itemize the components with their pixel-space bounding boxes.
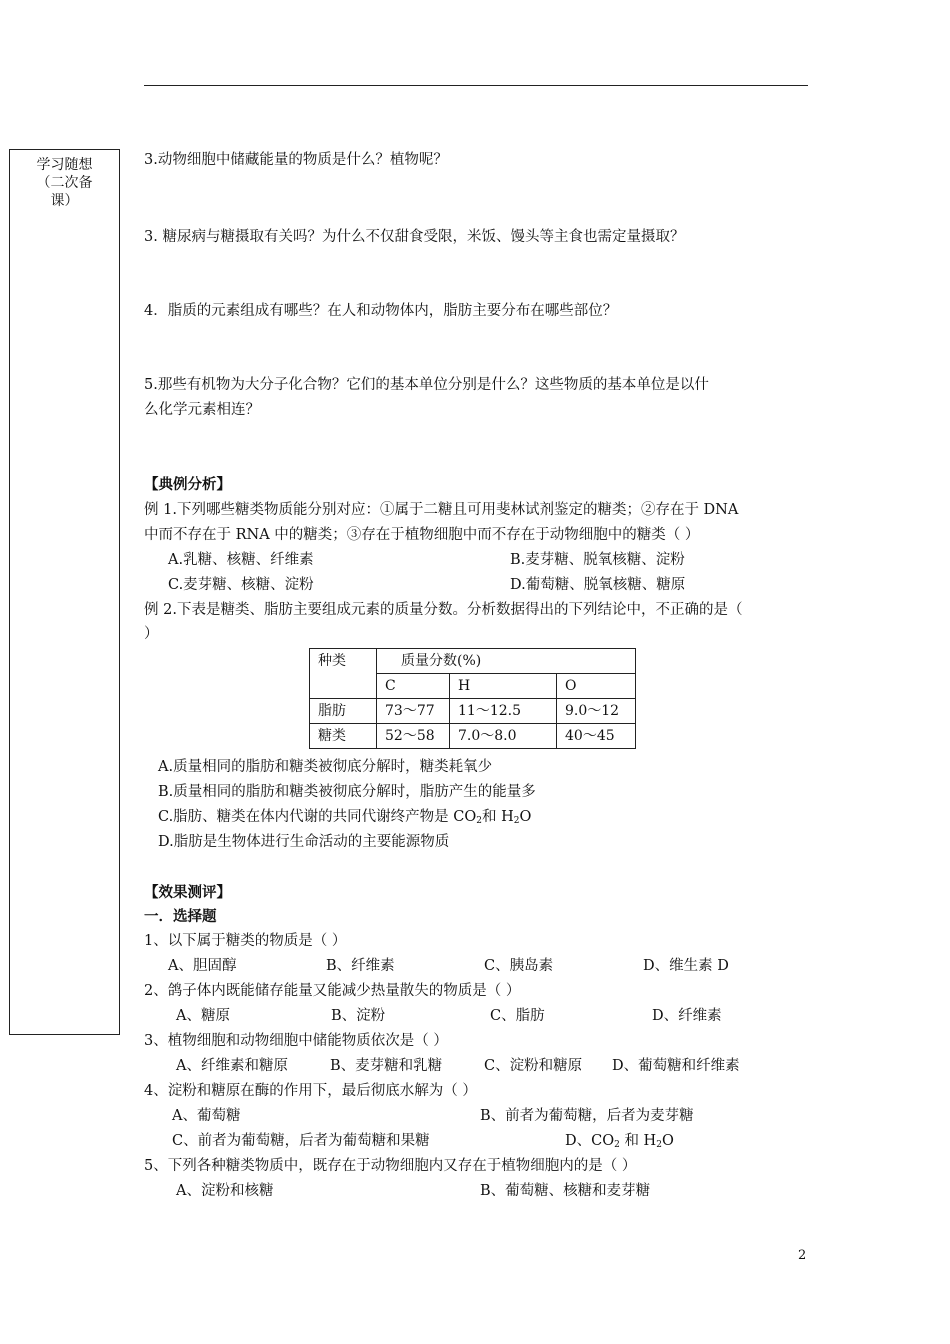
question-4: 4．脂质的元素组成有哪些？在人和动物体内，脂肪主要分布在哪些部位？ [144, 303, 618, 319]
option-c-text: C.脂肪、糖类在体内代谢的共同代谢终产物是 CO [158, 809, 477, 825]
test-q2-option-d: D、纤维素 [652, 1008, 722, 1024]
test-q1-stem: 1、以下属于糖类的物质是（ ） [144, 933, 347, 949]
test-q4-option-c: C、前者为葡萄糖，后者为葡萄糖和果糖 [172, 1133, 430, 1149]
test-q1-option-a: A、胆固醇 [168, 958, 237, 974]
table-header-h: H [450, 674, 557, 699]
example-2-option-b: B.质量相同的脂肪和糖类被彻底分解时，脂肪产生的能量多 [158, 784, 536, 800]
header-rule [144, 85, 808, 86]
subscript: 2 [614, 1140, 620, 1150]
example-1-line-2: 中而不存在于 RNA 中的糖类；③存在于植物细胞中而不存在于动物细胞中的糖类（ ） [144, 527, 700, 543]
example-2-line-2: ） [144, 626, 159, 642]
table-header-mass: 质量分数(%) [377, 649, 636, 674]
example-1-option-b: B.麦芽糖、脱氧核糖、淀粉 [510, 552, 685, 568]
test-q4-option-d [565, 1131, 674, 1155]
test-q5-option-a: A、淀粉和核糖 [176, 1183, 274, 1199]
notes-sidebar [9, 149, 120, 1035]
table-row [310, 724, 636, 749]
table-cell-c: 73～77 [377, 699, 450, 724]
question-5-line-1: 5.那些有机物为大分子化合物？它们的基本单位分别是什么？这些物质的基本单位是以什 [144, 377, 709, 393]
test-q1-option-b: B、纤维素 [326, 958, 395, 974]
table-cell-o: 40～45 [557, 724, 636, 749]
test-q5-stem: 5、下列各种糖类物质中，既存在于动物细胞内又存在于植物细胞内的是（ ） [144, 1158, 637, 1174]
test-q2-option-b: B、淀粉 [331, 1008, 386, 1024]
table-header-row [310, 649, 636, 674]
table-cell-o: 9.0～12 [557, 699, 636, 724]
test-q4-option-b: B、前者为葡萄糖，后者为麦芽糖 [480, 1108, 694, 1124]
test-q5-option-b: B、葡萄糖、核糖和麦芽糖 [480, 1183, 651, 1199]
test-q4-stem: 4、淀粉和糖原在酶的作用下，最后彻底水解为（ ） [144, 1083, 477, 1099]
table-header-c: C [377, 674, 450, 699]
option-d-text: D、CO [565, 1133, 615, 1149]
table-cell-c: 52～58 [377, 724, 450, 749]
example-1-option-c: C.麦芽糖、核糖、淀粉 [168, 577, 314, 593]
test-q2-option-a: A、糖原 [176, 1008, 230, 1024]
subscript: 2 [513, 816, 520, 826]
question-3b: 3. 糖尿病与糖摄取有关吗？为什么不仅甜食受限，米饭、馒头等主食也需定量摄取？ [144, 229, 685, 245]
test-q2-stem: 2、鸽子体内既能储存能量又能减少热量散失的物质是（ ） [144, 983, 521, 999]
example-2-option-c [158, 807, 531, 831]
option-d-text-mid: 和 H [619, 1133, 657, 1149]
test-heading: 【效果测评】 [144, 884, 231, 901]
example-1-option-a: A.乳糖、核糖、纤维素 [168, 552, 314, 568]
examples-heading: 【典例分析】 [144, 476, 231, 493]
table-cell-h: 11～12.5 [450, 699, 557, 724]
example-2-option-d: D.脂肪是生物体进行生命活动的主要能源物质 [158, 834, 450, 850]
example-2-option-a: A.质量相同的脂肪和糖类被彻底分解时，糖类耗氧少 [158, 759, 493, 775]
option-c-text-mid: 和 H [482, 809, 514, 825]
question-3a: 3.动物细胞中储藏能量的物质是什么？植物呢？ [144, 152, 448, 168]
sidebar-title [10, 156, 119, 210]
test-q2-option-c: C、脂肪 [490, 1008, 545, 1024]
subscript: 2 [656, 1140, 662, 1150]
page-number: 2 [798, 1248, 807, 1263]
table-cell-name: 糖类 [310, 724, 377, 749]
test-q3-option-c: C、淀粉和糖原 [484, 1058, 583, 1074]
test-q3-stem: 3、植物细胞和动物细胞中储能物质依次是（ ） [144, 1033, 448, 1049]
table-cell-name: 脂肪 [310, 699, 377, 724]
option-c-text-end: O [519, 809, 532, 825]
question-5-line-2: 么化学元素相连？ [144, 402, 260, 418]
test-q3-option-a: A、纤维素和糖原 [176, 1058, 288, 1074]
example-1-line-1: 例 1.下列哪些糖类物质能分别对应：①属于二糖且可用斐林试剂鉴定的糖类；②存在于 DNA [144, 502, 739, 518]
mass-fraction-table [309, 648, 636, 749]
sidebar-title-line-3: 课） [50, 193, 79, 209]
table-header-kind: 种类 [310, 649, 377, 699]
sidebar-title-line-1: 学习随想 [36, 157, 93, 173]
table-header-o: O [557, 674, 636, 699]
section-heading: 一．选择题 [144, 908, 217, 925]
test-q3-option-b: B、麦芽糖和乳糖 [330, 1058, 443, 1074]
option-d-text-end: O [661, 1133, 674, 1149]
test-q4-option-a: A、葡萄糖 [172, 1108, 241, 1124]
table-row [310, 699, 636, 724]
example-1-option-d: D.葡萄糖、脱氧核糖、糖原 [510, 577, 686, 593]
test-q1-option-c: C、胰岛素 [484, 958, 554, 974]
test-q3-option-d: D、葡萄糖和纤维素 [612, 1058, 740, 1074]
table-cell-h: 7.0～8.0 [450, 724, 557, 749]
test-q1-option-d: D、维生素 D [643, 958, 729, 974]
example-2-line-1: 例 2.下表是糖类、脂肪主要组成元素的质量分数。分析数据得出的下列结论中，不正确的是（ [144, 602, 743, 618]
sidebar-title-line-2: （二次备 [36, 175, 93, 191]
subscript: 2 [476, 816, 483, 826]
